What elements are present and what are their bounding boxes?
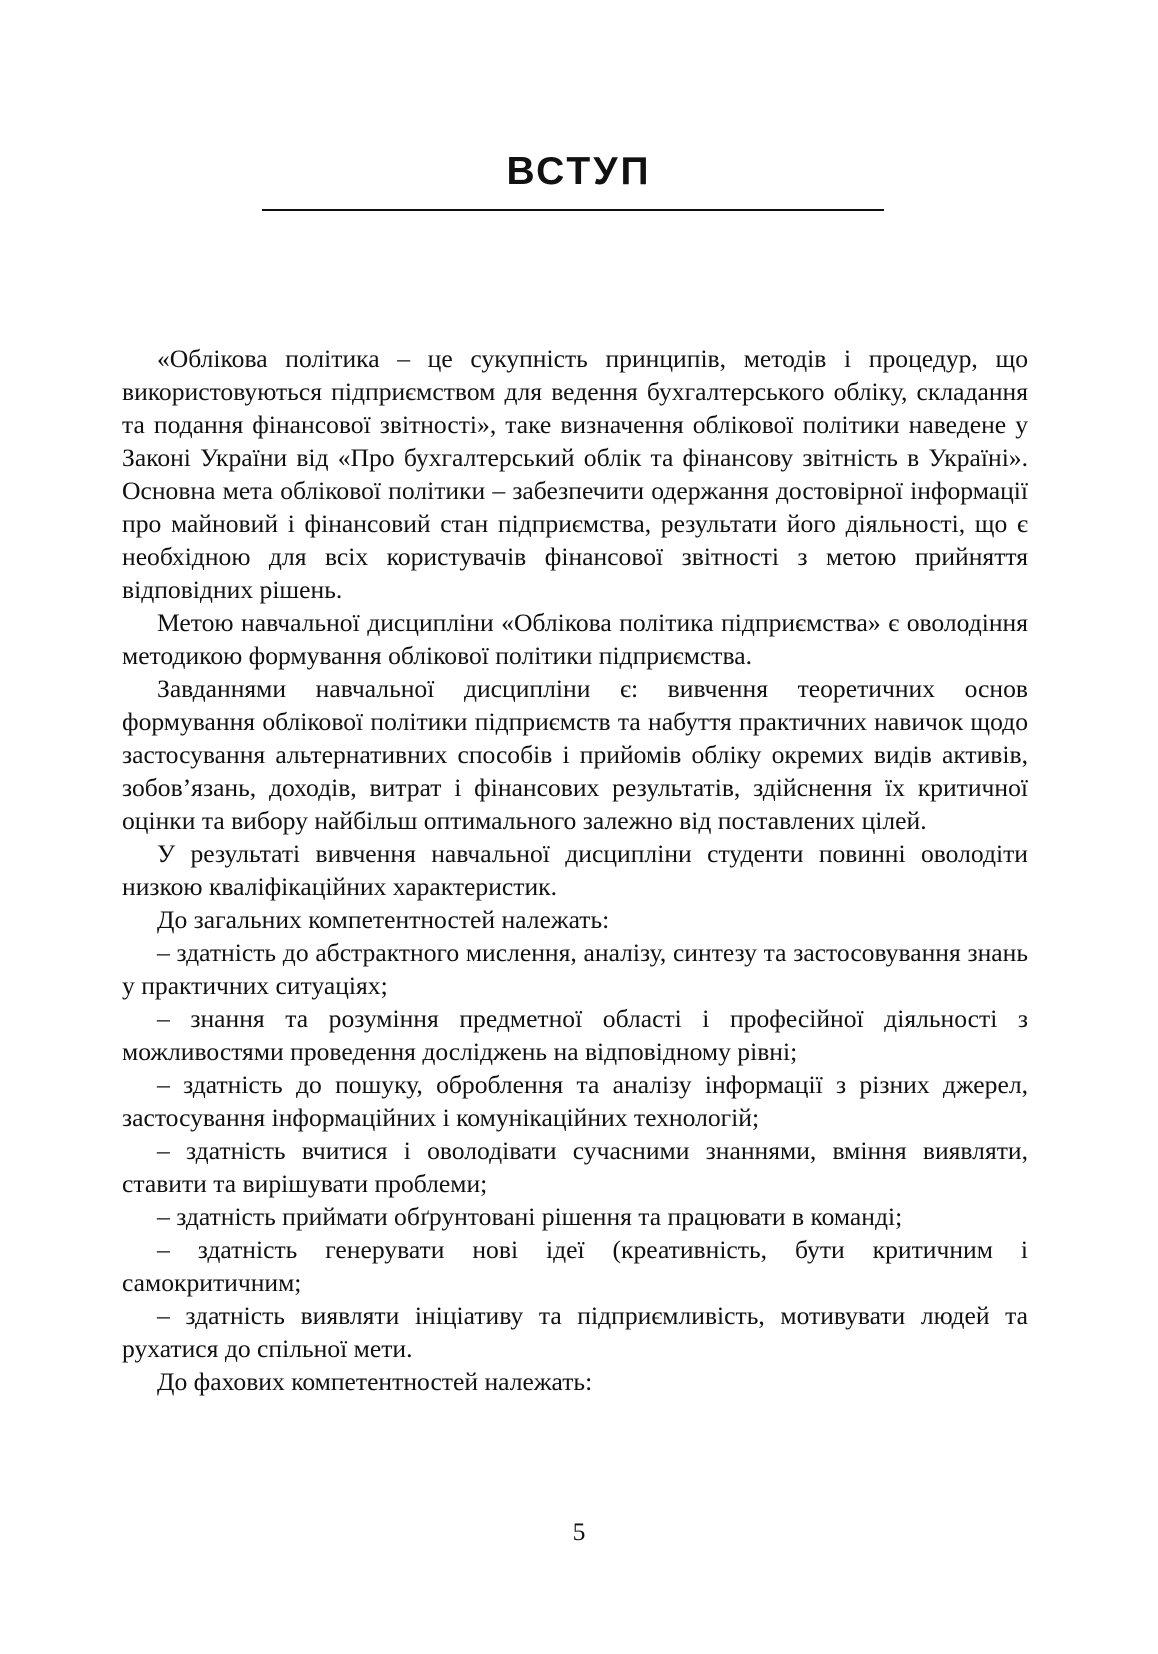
list-item: – здатність до пошуку, оброблення та аналізу інформації з різних джерел, застосування інформаційних і комунікаційних технологій; [122,1070,1028,1132]
list-item: – здатність приймати обґрунтовані рішення та працювати в команді; [157,1202,903,1231]
paragraph: У результаті вивчення навчальної дисципліни студенти повинні оволодіти низкою кваліфікаційних характеристик. [122,839,1028,901]
body-text [122,342,1028,1398]
list-item: – здатність виявляти ініціативу та підприємливість, мотивувати людей та рухатися до спільної мети. [122,1301,1028,1363]
list-item: – знання та розуміння предметної області і професійної діяльності з можливостями проведення досліджень на відповідному рівні; [122,1004,1028,1066]
title-underline [262,209,884,211]
page-number: 5 [572,1517,586,1546]
list-item: – здатність до абстрактного мислення, аналізу, синтезу та застосовування знань у практичних ситуаціях; [122,938,1028,1000]
list-item: – здатність вчитися і оволодівати сучасними знаннями, вміння виявляти, ставити та вирішувати проблеми; [122,1136,1028,1198]
page-title: ВСТУП [506,150,652,193]
paragraph: «Облікова політика – це сукупність принципів, методів і процедур, що використовуються підприємством для ведення бухгалтерського обліку, складання та подання фінансової звітності», таке визначення облікової політики наведене у Законі України від «Про бухгалтерський облік та фінансову звітність в Україні». Основна мета облікової політики – забезпечити одержання достовірної інформації про майновий і фінансовий стан підприємства, результати його діяльності, що є необхідною для всіх користувачів фінансової звітності з метою прийняття відповідних рішень. [122,344,1028,604]
paragraph: До загальних компетентностей належать: [157,905,610,934]
paragraph: Метою навчальної дисципліни «Облікова політика підприємства» є оволодіння методикою формування облікової політики підприємства. [122,608,1028,670]
paragraph: Завданнями навчальної дисципліни є: вивчення теоретичних основ формування облікової політики підприємств та набуття практичних навичок щодо застосування альтернативних способів і прийомів обліку окремих видів активів, зобов’язань, доходів, витрат і фінансових результатів, здійснення їх критичної оцінки та вибору найбільш оптимального залежно від поставлених цілей. [122,674,1028,835]
paragraph: До фахових компетентностей належать: [157,1367,593,1396]
list-item: – здатність генерувати нові ідеї (креативність, бути критичним і самокритичним; [122,1235,1028,1297]
